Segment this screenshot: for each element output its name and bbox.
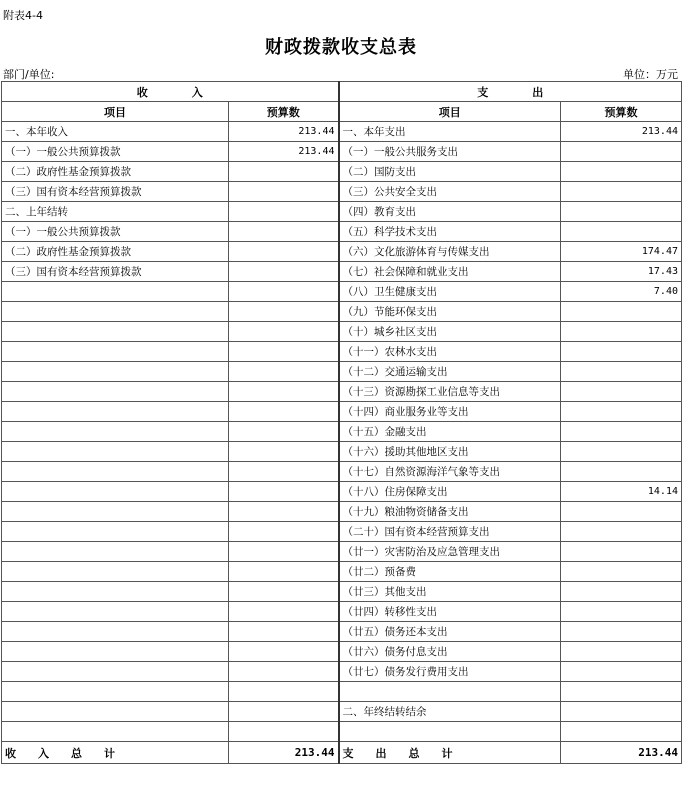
table-row: [2, 122, 682, 142]
expense-value-cell: [561, 222, 682, 242]
table-row: [2, 702, 682, 722]
table-row: [2, 442, 682, 462]
income-budget-header: 预算数: [229, 102, 339, 122]
expense-value-cell: [561, 162, 682, 182]
income-value-cell: [229, 442, 339, 462]
income-value-cell: [229, 462, 339, 482]
expense-item-cell: （十九）粮油物资储备支出: [339, 502, 561, 522]
expense-value-cell: 17.43: [561, 262, 682, 282]
expense-value-cell: 174.47: [561, 242, 682, 262]
income-value-cell: [229, 242, 339, 262]
expense-value-cell: [561, 642, 682, 662]
expense-item-cell: [339, 682, 561, 702]
expense-item-cell: （三）公共安全支出: [339, 182, 561, 202]
income-value-cell: [229, 622, 339, 642]
expense-item-cell: （廿七）债务发行费用支出: [339, 662, 561, 682]
income-value-cell: [229, 222, 339, 242]
expense-value-cell: [561, 322, 682, 342]
table-row: [2, 622, 682, 642]
table-row: [2, 662, 682, 682]
table-row: [2, 222, 682, 242]
expense-section-header: 支 出: [339, 82, 682, 102]
expense-item-cell: （一）一般公共服务支出: [339, 142, 561, 162]
expense-value-cell: [561, 182, 682, 202]
expense-value-cell: [561, 402, 682, 422]
income-value-cell: [229, 382, 339, 402]
income-value-cell: [229, 662, 339, 682]
expense-item-cell: （十六）援助其他地区支出: [339, 442, 561, 462]
income-value-cell: [229, 722, 339, 742]
table-row: [2, 382, 682, 402]
expense-value-cell: [561, 142, 682, 162]
expense-item-cell: （二）国防支出: [339, 162, 561, 182]
page-title: 财政拨款收支总表: [265, 37, 417, 58]
income-item-cell: （三）国有资本经营预算拨款: [2, 182, 229, 202]
expense-value-cell: [561, 582, 682, 602]
attachment-number: 附表4-4: [3, 9, 43, 22]
income-value-cell: [229, 582, 339, 602]
table-row: [2, 542, 682, 562]
expense-item-cell: （十四）商业服务业等支出: [339, 402, 561, 422]
income-item-cell: [2, 282, 229, 302]
income-value-cell: [229, 682, 339, 702]
income-value-cell: [229, 402, 339, 422]
income-value-cell: [229, 302, 339, 322]
income-value-cell: [229, 602, 339, 622]
expense-value-cell: [561, 422, 682, 442]
income-value-cell: [229, 342, 339, 362]
expense-item-cell: （廿一）灾害防治及应急管理支出: [339, 542, 561, 562]
expense-item-cell: [339, 722, 561, 742]
expense-item-cell: （四）教育支出: [339, 202, 561, 222]
table-row: [2, 522, 682, 542]
income-item-cell: [2, 602, 229, 622]
expense-item-cell: （廿四）转移性支出: [339, 602, 561, 622]
expense-item-cell: （廿六）债务付息支出: [339, 642, 561, 662]
income-value-cell: [229, 642, 339, 662]
expense-item-header: 项目: [339, 102, 561, 122]
income-item-cell: [2, 342, 229, 362]
table-row: [2, 642, 682, 662]
income-value-cell: [229, 362, 339, 382]
expense-total-label: 支 出 总 计: [339, 742, 561, 764]
table-row: [2, 722, 682, 742]
expense-item-cell: （七）社会保障和就业支出: [339, 262, 561, 282]
expense-value-cell: 14.14: [561, 482, 682, 502]
income-item-cell: [2, 362, 229, 382]
expense-item-cell: （六）文化旅游体育与传媒支出: [339, 242, 561, 262]
totals-row: [2, 742, 682, 764]
expense-value-cell: [561, 522, 682, 542]
expense-value-cell: [561, 442, 682, 462]
expense-item-cell: （五）科学技术支出: [339, 222, 561, 242]
expense-value-cell: 213.44: [561, 122, 682, 142]
income-value-cell: [229, 522, 339, 542]
expense-value-cell: [561, 542, 682, 562]
expense-item-cell: 一、本年支出: [339, 122, 561, 142]
table-row: [2, 402, 682, 422]
expense-value-cell: [561, 302, 682, 322]
income-item-cell: （二）政府性基金预算拨款: [2, 242, 229, 262]
expense-total-value: 213.44: [561, 742, 682, 764]
expense-value-cell: [561, 342, 682, 362]
expense-value-cell: [561, 502, 682, 522]
income-value-cell: [229, 702, 339, 722]
expense-item-cell: （廿三）其他支出: [339, 582, 561, 602]
income-value-cell: [229, 502, 339, 522]
table-row: [2, 182, 682, 202]
income-section-header: 收 入: [2, 82, 339, 102]
expense-value-cell: [561, 462, 682, 482]
expense-value-cell: 7.40: [561, 282, 682, 302]
expense-value-cell: [561, 362, 682, 382]
income-item-cell: [2, 522, 229, 542]
expense-item-cell: （八）卫生健康支出: [339, 282, 561, 302]
income-item-cell: [2, 482, 229, 502]
income-value-cell: [229, 162, 339, 182]
income-value-cell: 213.44: [229, 122, 339, 142]
expense-item-cell: （廿五）债务还本支出: [339, 622, 561, 642]
table-row: [2, 262, 682, 282]
table-row: [2, 582, 682, 602]
table-row: [2, 602, 682, 622]
expense-value-cell: [561, 702, 682, 722]
expense-item-cell: （十八）住房保障支出: [339, 482, 561, 502]
budget-summary-table: [1, 81, 682, 764]
income-item-cell: [2, 502, 229, 522]
income-item-cell: [2, 422, 229, 442]
expense-value-cell: [561, 382, 682, 402]
expense-budget-header: 预算数: [561, 102, 682, 122]
income-item-cell: （一）一般公共预算拨款: [2, 142, 229, 162]
table-row: [2, 462, 682, 482]
table-row: [2, 502, 682, 522]
income-total-value: 213.44: [229, 742, 339, 764]
income-item-cell: [2, 642, 229, 662]
income-item-cell: （二）政府性基金预算拨款: [2, 162, 229, 182]
expense-item-cell: （二十）国有资本经营预算支出: [339, 522, 561, 542]
income-value-cell: [229, 542, 339, 562]
income-item-cell: [2, 562, 229, 582]
income-value-cell: [229, 322, 339, 342]
expense-item-cell: （十三）资源勘探工业信息等支出: [339, 382, 561, 402]
table-row: [2, 482, 682, 502]
expense-item-cell: 二、年终结转结余: [339, 702, 561, 722]
expense-item-cell: （十一）农林水支出: [339, 342, 561, 362]
income-item-cell: [2, 302, 229, 322]
table-row: [2, 162, 682, 182]
expense-item-cell: （十）城乡社区支出: [339, 322, 561, 342]
income-value-cell: [229, 182, 339, 202]
expense-value-cell: [561, 662, 682, 682]
expense-item-cell: （十二）交通运输支出: [339, 362, 561, 382]
table-row: [2, 362, 682, 382]
table-row: [2, 562, 682, 582]
table-row: [2, 242, 682, 262]
table-row: [2, 142, 682, 162]
income-item-cell: [2, 722, 229, 742]
income-value-cell: 213.44: [229, 142, 339, 162]
income-item-cell: [2, 382, 229, 402]
income-item-cell: 二、上年结转: [2, 202, 229, 222]
table-row: [2, 682, 682, 702]
income-value-cell: [229, 562, 339, 582]
income-item-cell: （一）一般公共预算拨款: [2, 222, 229, 242]
department-label: 部门/单位:: [3, 68, 55, 81]
table-row: [2, 322, 682, 342]
table-row: [2, 342, 682, 362]
table-row: [2, 202, 682, 222]
income-item-cell: [2, 542, 229, 562]
table-row: [2, 422, 682, 442]
expense-value-cell: [561, 562, 682, 582]
income-item-cell: [2, 582, 229, 602]
income-value-cell: [229, 262, 339, 282]
table-row: [2, 302, 682, 322]
expense-value-cell: [561, 602, 682, 622]
income-item-cell: [2, 322, 229, 342]
income-value-cell: [229, 202, 339, 222]
income-value-cell: [229, 482, 339, 502]
unit-label: 单位：万元: [623, 68, 678, 81]
expense-value-cell: [561, 722, 682, 742]
expense-item-cell: （九）节能环保支出: [339, 302, 561, 322]
income-value-cell: [229, 422, 339, 442]
table-row: [2, 282, 682, 302]
income-item-cell: [2, 682, 229, 702]
income-value-cell: [229, 282, 339, 302]
income-item-cell: [2, 622, 229, 642]
income-item-cell: [2, 462, 229, 482]
income-item-cell: [2, 662, 229, 682]
expense-value-cell: [561, 622, 682, 642]
income-item-cell: [2, 442, 229, 462]
income-item-header: 项目: [2, 102, 229, 122]
income-item-cell: 一、本年收入: [2, 122, 229, 142]
expense-item-cell: （十七）自然资源海洋气象等支出: [339, 462, 561, 482]
income-item-cell: （三）国有资本经营预算拨款: [2, 262, 229, 282]
income-total-label: 收 入 总 计: [2, 742, 229, 764]
income-item-cell: [2, 402, 229, 422]
expense-value-cell: [561, 682, 682, 702]
income-item-cell: [2, 702, 229, 722]
expense-item-cell: （廿二）预备费: [339, 562, 561, 582]
expense-item-cell: （十五）金融支出: [339, 422, 561, 442]
expense-value-cell: [561, 202, 682, 222]
